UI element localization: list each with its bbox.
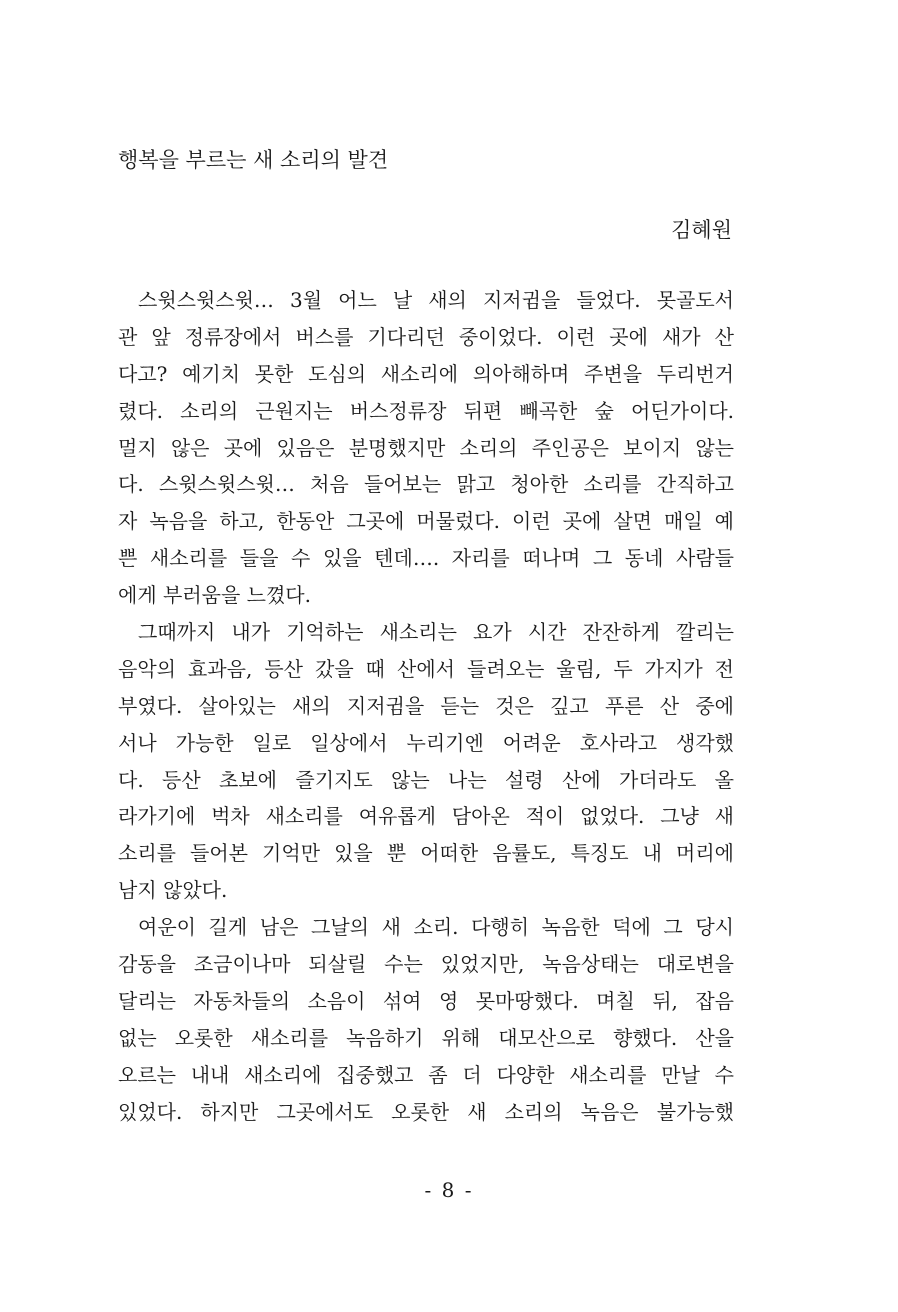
text-line: 감동을 조금이나마 되살릴 수는 있었지만, 녹음상태는 대로변을: [118, 952, 734, 977]
text-line: 라가기에 벅차 새소리를 여유롭게 담아온 적이 없었다. 그냥 새: [118, 804, 734, 829]
text-line: 스윗스윗스윗… 3월 어느 날 새의 지저귐을 들었다. 못골도서: [138, 288, 734, 312]
text-line: 쁜 새소리를 들을 수 있을 텐데…. 자리를 떠나며 그 동네 사람들: [118, 546, 734, 571]
essay-title: 행복을 부르는 새 소리의 발견: [118, 148, 389, 172]
paragraph: [118, 282, 734, 614]
text-line: 달리는 자동차들의 소음이 섞여 영 못마땅했다. 며칠 뒤, 잡음: [118, 988, 734, 1013]
text-line: 관 앞 정류장에서 버스를 기다리던 중이었다. 이런 곳에 새가 산: [118, 324, 734, 349]
text-line: 음악의 효과음, 등산 갔을 때 산에서 들려오는 울림, 두 가지가 전: [118, 656, 734, 681]
text-line: 있었다. 하지만 그곳에서도 오롯한 새 소리의 녹음은 불가능했: [118, 1099, 734, 1124]
text-line: 그때까지 내가 기억하는 새소리는 요가 시간 잔잔하게 깔리는: [138, 620, 734, 645]
text-line: 서나 가능한 일로 일상에서 누리기엔 어려운 호사라고 생각했: [118, 730, 734, 755]
text-line: 렸다. 소리의 근원지는 버스정류장 뒤편 빼곡한 숲 어딘가이다.: [118, 398, 734, 423]
text-line: 다고? 예기치 못한 도심의 새소리에 의아해하며 주변을 두리번거: [118, 361, 734, 386]
text-line: 오르는 내내 새소리에 집중했고 좀 더 다양한 새소리를 만날 수: [118, 1062, 734, 1087]
text-line: 자 녹음을 하고, 한동안 그곳에 머물렀다. 이런 곳에 살면 매일 예: [118, 509, 734, 534]
text-line: 없는 오롯한 새소리를 녹음하기 위해 대모산으로 향했다. 산을: [118, 1025, 734, 1050]
author-name: 김혜원: [671, 218, 732, 242]
paragraph: [118, 614, 734, 909]
text-line: 다. 등산 초보에 즐기지도 않는 나는 설령 산에 가더라도 올: [118, 767, 734, 792]
text-line: 에게 부러움을 느꼈다.: [118, 583, 311, 608]
text-line: 부였다. 살아있는 새의 지저귐을 듣는 것은 깊고 푸른 산 중에: [118, 693, 734, 718]
text-line: 다. 스윗스윗스윗… 처음 들어보는 맑고 청아한 소리를 간직하고: [118, 472, 734, 497]
text-line: 소리를 들어본 기억만 있을 뿐 어떠한 음률도, 특징도 내 머리에: [118, 841, 734, 866]
essay-body: [118, 282, 734, 1130]
text-line: 남지 않았다.: [118, 878, 228, 903]
page-number: - 8 -: [424, 1178, 474, 1202]
text-line: 멀지 않은 곳에 있음은 분명했지만 소리의 주인공은 보이지 않는: [118, 435, 734, 460]
text-line: 여운이 길게 남은 그날의 새 소리. 다행히 녹음한 덕에 그 당시: [138, 915, 734, 940]
paragraph: [118, 909, 734, 1130]
